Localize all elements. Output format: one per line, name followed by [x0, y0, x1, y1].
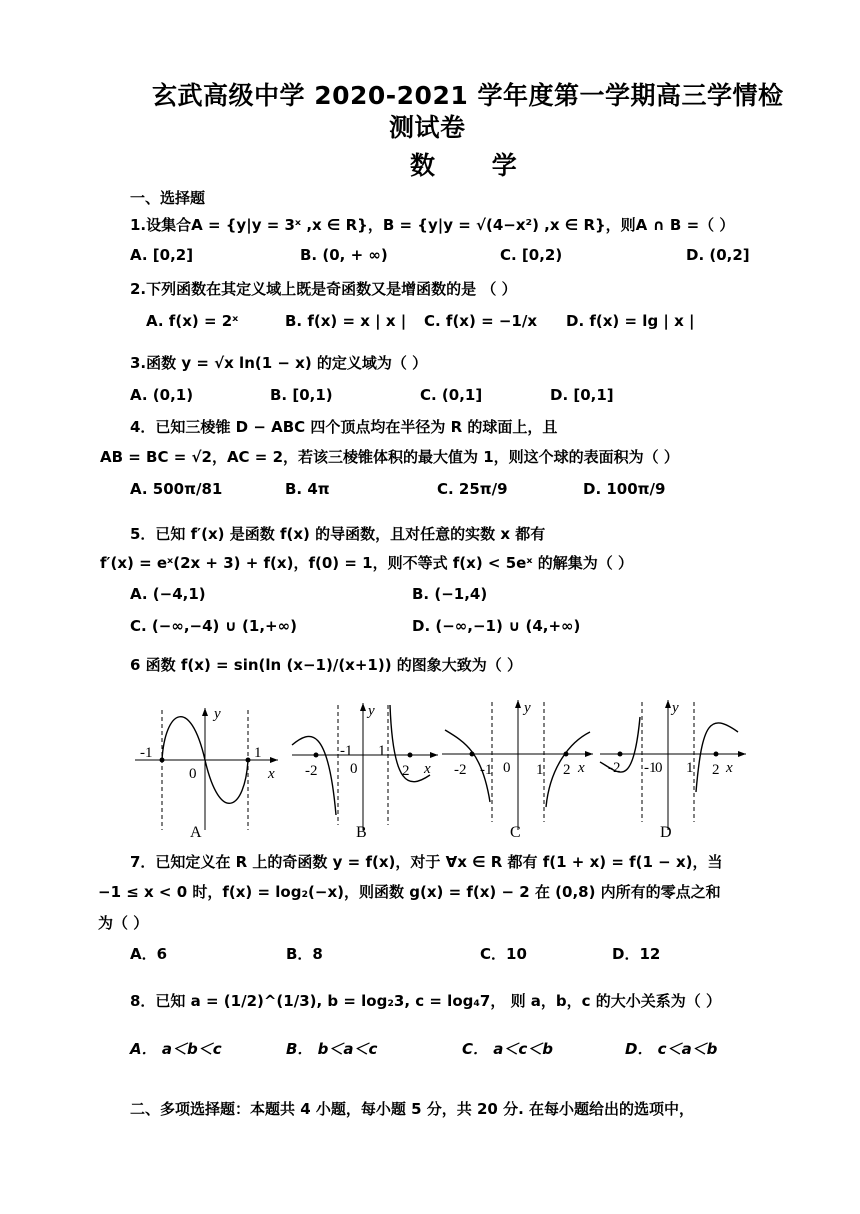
graph-d-tick: -1: [644, 760, 657, 776]
question-8-option-b: B． b＜a＜c: [286, 1040, 378, 1058]
graph-b-tick: 0: [350, 761, 358, 777]
question-7-option-c: C．10: [480, 945, 527, 963]
graph-b-tick: -1: [340, 743, 353, 759]
question-3-option-d: D. [0,1]: [550, 386, 614, 404]
question-1-stem: 1.设集合A = {y|y = 3ˣ ,x ∈ R}，B = {y|y = √(4−x²) ,x ∈ R}，则A ∩ B =（ ）: [130, 216, 735, 234]
page-title: 玄武高级中学 2020-2021 学年度第一学期高三学情检: [152, 81, 784, 110]
graph-b-y-label: y: [368, 703, 375, 719]
graph-d-y-label: y: [672, 700, 679, 716]
question-3-option-a: A. (0,1): [130, 386, 194, 404]
graph-d-tick: 0: [655, 760, 663, 776]
question-1-option-b: B. (0, + ∞): [300, 246, 388, 264]
section-2-heading: 二、多项选择题：本题共 4 小题，每小题 5 分，共 20 分. 在每小题给出的选项中，: [130, 1100, 695, 1118]
graph-c-tick: 0: [503, 760, 511, 776]
question-4-option-b: B. 4π: [285, 480, 330, 498]
graph-b-tick: -2: [305, 763, 318, 779]
graph-a-tick: 1: [254, 745, 262, 761]
graph-d-tick: 2: [712, 762, 720, 778]
graph-c-tick: 2: [563, 762, 571, 778]
graph-c-tick: 1: [536, 762, 544, 778]
graph-d-x-label: x: [726, 760, 733, 776]
question-2-option-b: B. f(x) = x | x |: [285, 312, 407, 330]
graph-d: [598, 692, 748, 842]
question-3-option-c: C. (0,1]: [420, 386, 483, 404]
graph-b-tick: 2: [402, 763, 410, 779]
graph-c-label: C: [510, 824, 521, 841]
question-5-option-c: C. (−∞,−4) ∪ (1,+∞): [130, 617, 297, 635]
question-2-option-a: A. f(x) = 2ˣ: [146, 312, 239, 330]
question-6-stem: 6 函数 f(x) = sin(ln (x−1)/(x+1)) 的图象大致为（ ）: [130, 656, 523, 674]
section-heading: 一、选择题: [130, 189, 206, 207]
question-5-option-d: D. (−∞,−1) ∪ (4,+∞): [412, 617, 581, 635]
graph-c-x-label: x: [578, 760, 585, 776]
graph-d-tick: -2: [608, 760, 621, 776]
question-1-option-a: A. [0,2]: [130, 246, 194, 264]
question-3-option-b: B. [0,1): [270, 386, 333, 404]
graph-a-x-label: x: [268, 766, 275, 782]
question-4-option-d: D. 100π/9: [583, 480, 666, 498]
question-7-option-d: D．12: [612, 945, 661, 963]
graph-b-x-label: x: [424, 761, 431, 777]
question-5-option-a: A. (−4,1): [130, 585, 206, 603]
question-7-line3: 为（ ）: [98, 914, 149, 932]
question-1-option-d: D. (0,2]: [686, 246, 750, 264]
graph-c-tick: -1: [480, 762, 493, 778]
graph-d-label: D: [660, 824, 672, 841]
question-8-option-a: A． a＜b＜c: [130, 1040, 222, 1058]
graph-c-tick: -2: [454, 762, 467, 778]
graph-a-tick: 0: [189, 766, 197, 782]
graph-a-y-label: y: [214, 706, 221, 722]
question-4-line1: 4．已知三棱锥 D − ABC 四个顶点均在半径为 R 的球面上，且: [130, 418, 558, 436]
graph-a: [130, 700, 280, 845]
graph-b-tick: 1: [378, 743, 386, 759]
question-2-stem: 2.下列函数在其定义域上既是奇函数又是增函数的是 （ ）: [130, 280, 517, 298]
question-1-option-c: C. [0,2): [500, 246, 563, 264]
page-title-continuation: 测试卷: [389, 113, 466, 142]
question-4-option-c: C. 25π/9: [437, 480, 508, 498]
graph-c: [440, 692, 595, 842]
question-3-stem: 3.函数 y = √x ln(1 − x) 的定义域为（ ）: [130, 354, 428, 372]
graph-b: [290, 695, 440, 845]
question-8-stem: 8．已知 a = (1/2)^(1/3), b = log₂3, c = log₄7， 则 a，b，c 的大小关系为（ ）: [130, 992, 722, 1010]
subject-title: 数 学: [410, 151, 541, 180]
question-7-line2: −1 ≤ x < 0 时，f(x) = log₂(−x)，则函数 g(x) = f(x) − 2 在 (0,8) 内所有的零点之和: [98, 883, 721, 901]
question-2-option-c: C. f(x) = −1/x: [424, 312, 538, 330]
graph-a-label: A: [190, 824, 202, 841]
graph-b-label: B: [356, 824, 367, 841]
question-7-option-b: B．8: [286, 945, 323, 963]
question-5-line2: f′(x) = eˣ(2x + 3) + f(x)，f(0) = 1，则不等式 f(x) < 5eˣ 的解集为（ ）: [100, 554, 633, 572]
question-7-option-a: A．6: [130, 945, 168, 963]
graph-c-y-label: y: [524, 700, 531, 716]
question-5-option-b: B. (−1,4): [412, 585, 488, 603]
question-8-option-d: D． c＜a＜b: [625, 1040, 718, 1058]
question-2-option-d: D. f(x) = lg | x |: [566, 312, 695, 330]
graph-d-tick: 1: [686, 760, 694, 776]
question-5-line1: 5．已知 f′(x) 是函数 f(x) 的导函数，且对任意的实数 x 都有: [130, 525, 546, 543]
question-8-option-c: C． a＜c＜b: [462, 1040, 553, 1058]
question-7-line1: 7．已知定义在 R 上的奇函数 y = f(x)，对于 ∀x ∈ R 都有 f(1 + x) = f(1 − x)，当: [130, 853, 723, 871]
question-4-line2: AB = BC = √2，AC = 2，若该三棱锥体积的最大值为 1，则这个球的表面积为（ ）: [100, 448, 679, 466]
question-4-option-a: A. 500π/81: [130, 480, 223, 498]
graph-a-tick: -1: [140, 745, 153, 761]
